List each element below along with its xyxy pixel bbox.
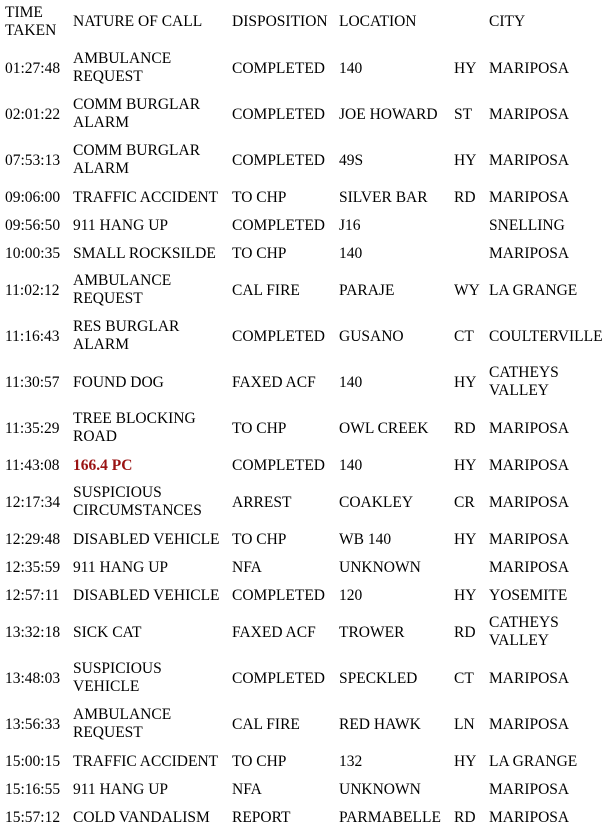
header-city: CITY [489,13,526,30]
call-location: 140 [339,60,363,77]
table-row [0,314,614,360]
call-disposition: TO CHP [232,420,287,437]
call-city: MARIPOSA [489,152,570,169]
call-location: 140 [339,374,363,391]
table-row [0,212,614,240]
header-disposition: DISPOSITION [232,13,328,30]
call-location: 49S [339,152,364,169]
call-disposition: TO CHP [232,189,287,206]
call-nature: 911 HANG UP [73,559,169,576]
call-location: J16 [339,217,361,234]
table-row [0,554,614,582]
call-time: 11:30:57 [5,374,60,391]
call-nature: AMBULANCE REQUEST [73,272,172,307]
table-row [0,526,614,554]
table-row [0,452,614,480]
call-nature: FOUND DOG [73,374,164,391]
call-list [0,46,614,832]
call-time: 09:56:50 [5,217,61,234]
call-nature: TRAFFIC ACCIDENT [73,753,219,770]
call-location: TROWER [339,624,405,641]
call-disposition: NFA [232,781,262,798]
call-location: OWL CREEK [339,420,429,437]
table-row [0,138,614,184]
call-city: MARIPOSA [489,670,570,687]
call-street-suffix: RD [454,189,476,206]
call-nature: SUSPICIOUS CIRCUMSTANCES [73,484,202,519]
call-nature: SUSPICIOUS VEHICLE [73,660,162,695]
call-street-suffix: RD [454,420,476,437]
call-time: 01:27:48 [5,60,61,77]
call-city: MARIPOSA [489,189,570,206]
call-location: COAKLEY [339,494,414,511]
call-nature: COLD VANDALISM [73,809,210,826]
call-city: MARIPOSA [489,716,570,733]
call-street-suffix: HY [454,152,477,169]
call-street-suffix: HY [454,60,477,77]
call-time: 11:35:29 [5,420,60,437]
call-location: WB 140 [339,531,392,548]
call-disposition: FAXED ACF [232,374,316,391]
call-city: CATHEYS VALLEY [489,364,559,399]
call-disposition: COMPLETED [232,670,325,687]
call-time: 12:29:48 [5,531,61,548]
call-city: SNELLING [489,217,565,234]
header-location: LOCATION [339,13,417,30]
call-time: 13:32:18 [5,624,61,641]
table-row [0,46,614,92]
call-nature: DISABLED VEHICLE [73,531,220,548]
call-city: MARIPOSA [489,809,570,826]
call-disposition: COMPLETED [232,152,325,169]
call-disposition: COMPLETED [232,106,325,123]
call-time: 11:02:12 [5,282,60,299]
call-disposition: COMPLETED [232,328,325,345]
call-street-suffix: ST [454,106,473,123]
call-nature: AMBULANCE REQUEST [73,706,172,741]
call-nature: COMM BURGLAR ALARM [73,142,201,177]
call-location: PARMABELLE [339,809,441,826]
call-street-suffix: RD [454,809,476,826]
table-row [0,610,614,656]
call-location: GUSANO [339,328,404,345]
call-street-suffix: HY [454,753,477,770]
column-header-row [0,0,614,46]
call-location: UNKNOWN [339,559,421,576]
call-nature: SICK CAT [73,624,142,641]
call-nature: AMBULANCE REQUEST [73,50,172,85]
call-time: 12:35:59 [5,559,61,576]
call-city: LA GRANGE [489,753,578,770]
call-disposition: TO CHP [232,531,287,548]
call-location: SPECKLED [339,670,418,687]
table-row [0,92,614,138]
table-row [0,480,614,526]
call-street-suffix: WY [454,282,480,299]
call-city: MARIPOSA [489,531,570,548]
table-row [0,268,614,314]
call-location: 140 [339,457,363,474]
table-row [0,776,614,804]
call-street-suffix: HY [454,457,477,474]
call-nature: 911 HANG UP [73,781,169,798]
call-city: MARIPOSA [489,781,570,798]
call-disposition: NFA [232,559,262,576]
call-nature: DISABLED VEHICLE [73,587,220,604]
call-city: MARIPOSA [489,60,570,77]
call-disposition: COMPLETED [232,60,325,77]
call-city: LA GRANGE [489,282,578,299]
call-city: CATHEYS VALLEY [489,614,559,649]
call-street-suffix: LN [454,716,475,733]
call-time: 15:57:12 [5,809,61,826]
call-disposition: COMPLETED [232,457,325,474]
call-nature: RES BURGLAR ALARM [73,318,180,353]
call-street-suffix: CR [454,494,475,511]
call-city: MARIPOSA [489,457,570,474]
call-location: 140 [339,245,363,262]
call-disposition: CAL FIRE [232,282,300,299]
call-time: 02:01:22 [5,106,61,123]
call-disposition: REPORT [232,809,291,826]
table-row [0,240,614,268]
call-city: MARIPOSA [489,559,570,576]
call-disposition: COMPLETED [232,217,325,234]
call-time: 07:53:13 [5,152,61,169]
call-location: PARAJE [339,282,395,299]
call-location: 132 [339,753,363,770]
call-time: 11:16:43 [5,328,60,345]
call-time: 12:17:34 [5,494,61,511]
call-city: COULTERVILLE [489,328,603,345]
call-disposition: TO CHP [232,245,287,262]
call-nature: TREE BLOCKING ROAD [73,410,196,445]
call-time: 15:16:55 [5,781,61,798]
header-time-taken: TIME TAKEN [5,4,57,39]
table-row [0,360,614,406]
call-location: SILVER BAR [339,189,428,206]
call-nature: 166.4 PC [73,457,133,474]
call-nature: 911 HANG UP [73,217,169,234]
call-location: UNKNOWN [339,781,421,798]
call-city: MARIPOSA [489,106,570,123]
table-row [0,804,614,832]
table-row [0,702,614,748]
call-time: 10:00:35 [5,245,61,262]
table-row [0,582,614,610]
call-nature: TRAFFIC ACCIDENT [73,189,219,206]
table-row [0,184,614,212]
table-row [0,656,614,702]
call-street-suffix: RD [454,624,476,641]
table-row [0,406,614,452]
call-location: JOE HOWARD [339,106,438,123]
call-disposition: FAXED ACF [232,624,316,641]
call-city: MARIPOSA [489,420,570,437]
call-time: 13:48:03 [5,670,61,687]
call-city: YOSEMITE [489,587,568,604]
call-time: 09:06:00 [5,189,61,206]
header-nature-of-call: NATURE OF CALL [73,13,203,30]
call-disposition: TO CHP [232,753,287,770]
call-street-suffix: HY [454,374,477,391]
call-time: 13:56:33 [5,716,61,733]
call-street-suffix: HY [454,531,477,548]
call-street-suffix: CT [454,328,474,345]
call-disposition: ARREST [232,494,292,511]
table-row [0,748,614,776]
call-disposition: COMPLETED [232,587,325,604]
call-nature: SMALL ROCKSILDE [73,245,216,262]
call-city: MARIPOSA [489,494,570,511]
call-location: RED HAWK [339,716,421,733]
call-city: MARIPOSA [489,245,570,262]
call-time: 15:00:15 [5,753,61,770]
call-location: 120 [339,587,363,604]
call-disposition: CAL FIRE [232,716,300,733]
call-nature: COMM BURGLAR ALARM [73,96,201,131]
call-street-suffix: CT [454,670,474,687]
call-street-suffix: HY [454,587,477,604]
call-time: 11:43:08 [5,457,60,474]
call-time: 12:57:11 [5,587,60,604]
